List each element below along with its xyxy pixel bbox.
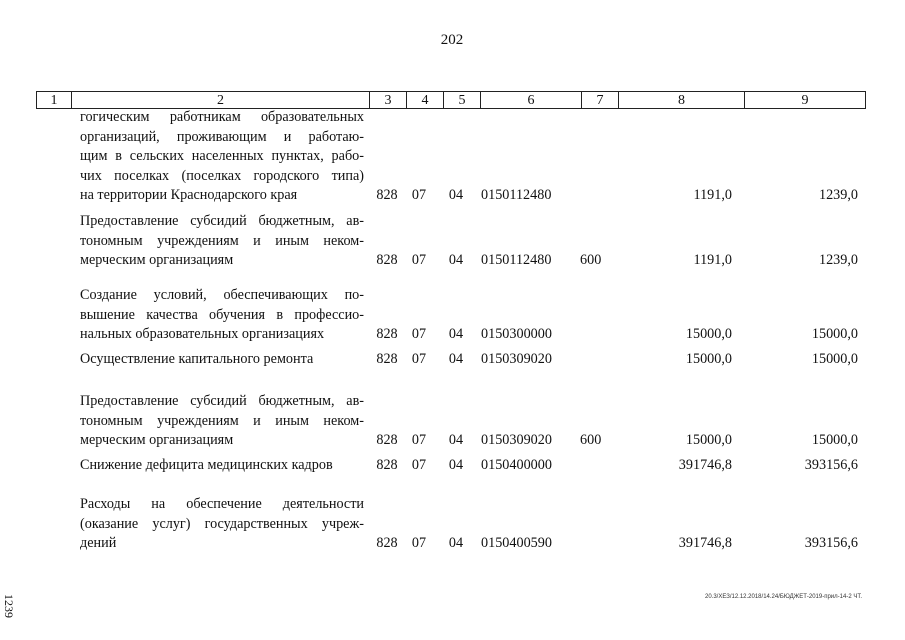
description-line: на территории Краснодарского края: [80, 187, 298, 203]
amount-year-2: 15000,0: [811, 351, 858, 367]
podrazdel-code: 04: [448, 326, 464, 342]
amount-year-1: 391746,8: [678, 457, 732, 473]
podrazdel-code: 04: [448, 535, 464, 551]
description-line: организаций, проживающим и работаю-: [80, 128, 364, 145]
description-line: нальных образовательных организациях: [80, 326, 325, 342]
description-line: Предоставление субсидий бюджетным, ав-: [80, 213, 364, 229]
razdel-code: 07: [411, 326, 427, 342]
row-description: [80, 108, 364, 206]
description-line: Осуществление капитального ремонта: [80, 351, 314, 367]
document-code: 20.3/ХЕЗ/12.12.2018/14.24/БЮДЖЕТ-2019-прил-14-2 ЧТ.: [704, 594, 862, 600]
side-page-number: 1239: [2, 594, 16, 618]
amount-year-1: 1191,0: [693, 252, 732, 268]
description-line: Создание условий, обеспечивающих по-: [80, 287, 364, 303]
target-article-code: 0150309020: [481, 432, 552, 448]
row-description: [80, 212, 364, 271]
row-description: [80, 350, 364, 370]
amount-year-2: 15000,0: [811, 326, 858, 342]
target-article-code: 0150400000: [481, 457, 552, 473]
target-article-code: 0150112480: [481, 187, 552, 203]
header-col-6: 6: [481, 92, 582, 109]
podrazdel-code: 04: [448, 252, 464, 268]
row-description: [80, 495, 364, 554]
row-description: [80, 456, 364, 476]
target-article-code: 0150112480: [481, 252, 552, 268]
vedomstvo-code: 828: [376, 326, 398, 342]
target-article-code: 0150309020: [481, 351, 552, 367]
header-col-5: 5: [444, 92, 481, 109]
podrazdel-code: 04: [448, 432, 464, 448]
podrazdel-code: 04: [448, 351, 464, 367]
row-description: [80, 286, 364, 345]
vedomstvo-code: 828: [376, 187, 398, 203]
description-line: тономным учреждениям и иным неком-: [80, 412, 364, 429]
page-number: 202: [440, 32, 464, 48]
description-line: щим в сельских населенных пунктах, рабо-: [80, 148, 364, 164]
header-col-7: 7: [582, 92, 619, 109]
description-line: гогическим работникам образовательных: [80, 109, 364, 125]
amount-year-1: 15000,0: [685, 326, 732, 342]
header-col-8: 8: [619, 92, 745, 109]
description-line: чих поселках (поселках городского типа): [80, 167, 364, 184]
header-col-2: 2: [72, 92, 370, 109]
target-article-code: 0150400590: [481, 535, 552, 551]
header-col-1: 1: [37, 92, 72, 109]
amount-year-2: 15000,0: [811, 432, 858, 448]
description-line: мерческим организациям: [80, 432, 234, 448]
description-line: Предоставление субсидий бюджетным, ав-: [80, 393, 364, 409]
razdel-code: 07: [411, 432, 427, 448]
razdel-code: 07: [411, 351, 427, 367]
razdel-code: 07: [411, 252, 427, 268]
expense-type-code: 600: [580, 252, 602, 268]
header-col-3: 3: [370, 92, 407, 109]
target-article-code: 0150300000: [481, 326, 552, 342]
amount-year-1: 1191,0: [693, 187, 732, 203]
description-line: Снижение дефицита медицинских кадров: [80, 457, 333, 473]
row-description: [80, 392, 364, 451]
description-line: тономным учреждениям и иным неком-: [80, 232, 364, 249]
amount-year-2: 1239,0: [818, 187, 858, 203]
razdel-code: 07: [411, 457, 427, 473]
vedomstvo-code: 828: [376, 252, 398, 268]
amount-year-1: 15000,0: [685, 351, 732, 367]
description-line: Расходы на обеспечение деятельности: [80, 496, 364, 512]
razdel-code: 07: [411, 535, 427, 551]
description-line: (оказание услуг) государственных учреж-: [80, 515, 364, 532]
amount-year-1: 15000,0: [685, 432, 732, 448]
header-col-4: 4: [407, 92, 444, 109]
description-line: вышение качества обучения в профессио-: [80, 306, 364, 323]
razdel-code: 07: [411, 187, 427, 203]
amount-year-2: 393156,6: [804, 457, 858, 473]
amount-year-2: 393156,6: [804, 535, 858, 551]
header-col-9: 9: [745, 92, 866, 109]
amount-year-1: 391746,8: [678, 535, 732, 551]
description-line: дений: [80, 535, 117, 551]
vedomstvo-code: 828: [376, 432, 398, 448]
podrazdel-code: 04: [448, 457, 464, 473]
description-line: мерческим организациям: [80, 252, 234, 268]
expense-type-code: 600: [580, 432, 602, 448]
vedomstvo-code: 828: [376, 535, 398, 551]
column-number-header: [36, 91, 866, 109]
vedomstvo-code: 828: [376, 457, 398, 473]
vedomstvo-code: 828: [376, 351, 398, 367]
amount-year-2: 1239,0: [818, 252, 858, 268]
podrazdel-code: 04: [448, 187, 464, 203]
